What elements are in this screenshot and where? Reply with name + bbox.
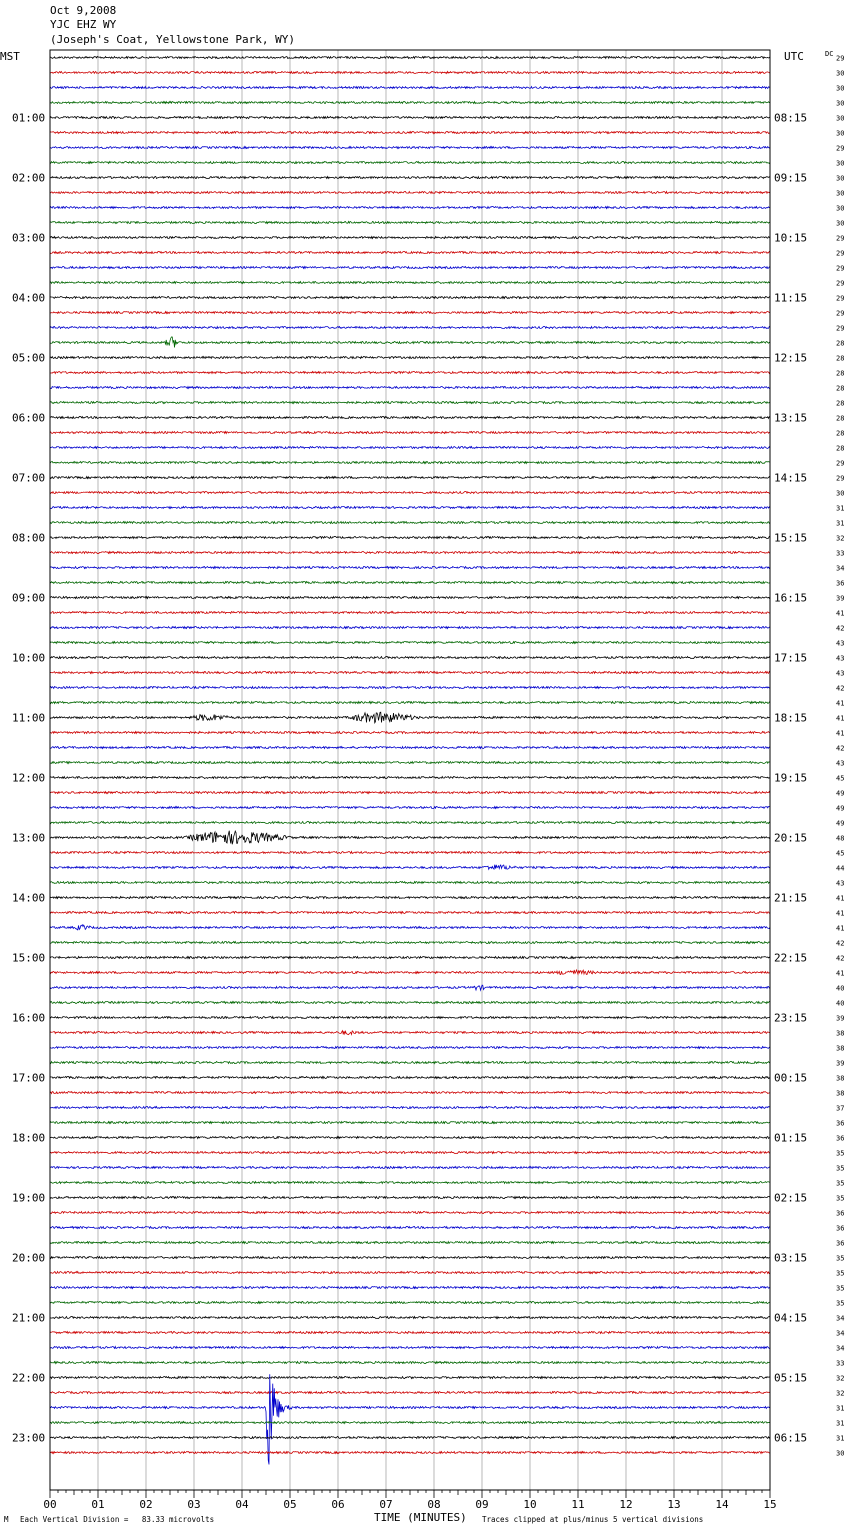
seismic-trace (50, 1377, 770, 1379)
hour-label-utc: 23:15 (774, 1011, 808, 1025)
dc-offset-label: 31 (836, 1419, 845, 1428)
seismic-trace (50, 507, 770, 509)
x-tick-label: 02 (139, 1498, 153, 1511)
grid-layer (98, 50, 722, 1490)
seismic-trace (50, 327, 770, 329)
left-axis-title: MST (0, 50, 20, 63)
hour-label-mst: 09:00 (12, 591, 46, 605)
dc-title: DC (825, 50, 834, 58)
dc-offset-label: 43 (836, 759, 845, 768)
dc-offset-label: 28 (836, 444, 845, 453)
dc-offset-label: 38 (836, 1044, 845, 1053)
seismic-trace (50, 1302, 770, 1304)
seismic-trace (50, 1392, 770, 1394)
hour-label-utc: 22:15 (774, 951, 808, 965)
dc-offset-label: 34 (836, 1344, 845, 1353)
seismic-trace (50, 657, 770, 659)
seismic-trace (50, 567, 770, 569)
hour-label-mst: 08:00 (12, 531, 46, 545)
seismic-trace (50, 387, 770, 389)
seismic-trace (50, 417, 770, 419)
dc-offset-label: 36 (836, 1119, 845, 1128)
dc-offset-label: 42 (836, 744, 845, 753)
dc-offset-label: 31 (836, 1404, 845, 1413)
header-location: (Joseph's Coat, Yellowstone Park, WY) (50, 33, 296, 46)
hour-label-utc: 03:15 (774, 1251, 808, 1265)
seismic-trace (50, 1047, 770, 1049)
dc-offset-label: 30 (836, 174, 845, 183)
hour-label-utc: 09:15 (774, 171, 808, 185)
dc-offset-label: 35 (836, 1299, 845, 1308)
seismic-trace (50, 522, 770, 524)
dc-offset-label: 44 (836, 864, 845, 873)
dc-offset-label: 35 (836, 1284, 845, 1293)
dc-offset-label: 28 (836, 384, 845, 393)
dc-offset-label: 36 (836, 1134, 845, 1143)
seismic-trace (50, 432, 770, 434)
seismic-trace (50, 672, 770, 674)
dc-offset-label: 28 (836, 399, 845, 408)
seismic-trace (50, 762, 770, 764)
seismic-trace (50, 702, 770, 704)
dc-offset-label: 32 (836, 534, 845, 543)
dc-offset-label: 42 (836, 954, 845, 963)
seismic-trace (50, 712, 770, 723)
hour-label-mst: 19:00 (12, 1191, 46, 1205)
dc-offset-label: 36 (836, 1209, 845, 1218)
dc-offset-label: 45 (836, 849, 845, 858)
hour-label-utc: 00:15 (774, 1071, 808, 1085)
seismic-trace (50, 925, 770, 930)
header-date: Oct 9,2008 (50, 4, 117, 17)
hour-label-utc: 12:15 (774, 351, 808, 365)
hour-label-mst: 05:00 (12, 351, 46, 365)
dc-offset-label: 35 (836, 1194, 845, 1203)
dc-offset-label: 29 (836, 474, 845, 483)
dc-offset-label: 30 (836, 489, 845, 498)
seismic-trace (50, 192, 770, 194)
dc-offset-label: 41 (836, 924, 845, 933)
seismic-trace (50, 447, 770, 449)
seismic-trace (50, 642, 770, 644)
x-tick-label: 14 (715, 1498, 729, 1511)
hour-label-mst: 12:00 (12, 771, 46, 785)
seismic-trace (50, 462, 770, 464)
x-tick-label: 15 (763, 1498, 777, 1511)
x-tick-label: 12 (619, 1498, 633, 1511)
seismic-trace (50, 1107, 770, 1109)
seismic-trace (50, 252, 770, 254)
dc-offset-label: 34 (836, 564, 845, 573)
dc-offset-label: 41 (836, 729, 845, 738)
dc-offset-label: 29 (836, 264, 845, 273)
seismic-trace (50, 87, 770, 89)
seismic-trace (50, 1017, 770, 1019)
seismic-trace (50, 865, 770, 870)
scale-note: Each Vertical Division = 83.33 microvolts (20, 1515, 215, 1524)
dc-offset-label: 41 (836, 909, 845, 918)
trace-layer (50, 57, 770, 1465)
seismic-trace (50, 237, 770, 239)
seismic-trace (50, 970, 770, 975)
dc-offset-label: 42 (836, 939, 845, 948)
dc-offset-label: 43 (836, 669, 845, 678)
dc-offset-label: 28 (836, 369, 845, 378)
dc-offset-label: 35 (836, 1254, 845, 1263)
hour-label-mst: 17:00 (12, 1071, 46, 1085)
hour-label-mst: 20:00 (12, 1251, 46, 1265)
seismic-trace (50, 852, 770, 854)
seismic-trace (50, 1374, 770, 1464)
dc-offset-label: 35 (836, 1269, 845, 1278)
dc-offset-label: 41 (836, 714, 845, 723)
label-layer (12, 55, 844, 1512)
dc-offset-label: 43 (836, 639, 845, 648)
seismic-trace (50, 597, 770, 599)
dc-offset-label: 41 (836, 609, 845, 618)
dc-offset-label: 36 (836, 1239, 845, 1248)
dc-offset-label: 29 (836, 309, 845, 318)
seismic-trace (50, 1242, 770, 1244)
seismic-trace (50, 1332, 770, 1334)
hour-label-utc: 08:15 (774, 111, 808, 125)
dc-offset-label: 30 (836, 99, 845, 108)
dc-offset-label: 31 (836, 519, 845, 528)
dc-offset-label: 29 (836, 54, 845, 63)
dc-offset-label: 28 (836, 339, 845, 348)
dc-offset-label: 33 (836, 549, 845, 558)
seismic-trace (50, 1347, 770, 1349)
seismic-trace (50, 732, 770, 734)
hour-label-utc: 18:15 (774, 711, 808, 725)
dc-offset-label: 42 (836, 684, 845, 693)
seismic-trace (50, 777, 770, 779)
seismic-trace (50, 372, 770, 374)
hour-label-mst: 23:00 (12, 1431, 46, 1445)
dc-offset-label: 29 (836, 249, 845, 258)
dc-offset-label: 29 (836, 294, 845, 303)
seismic-trace (50, 957, 770, 959)
hour-label-utc: 14:15 (774, 471, 808, 485)
dc-offset-label: 49 (836, 819, 845, 828)
dc-offset-label: 30 (836, 159, 845, 168)
seismic-trace (50, 612, 770, 614)
seismic-trace (50, 807, 770, 809)
seismic-trace (50, 1212, 770, 1214)
hour-label-utc: 11:15 (774, 291, 808, 305)
dc-offset-label: 34 (836, 1314, 845, 1323)
hour-label-mst: 07:00 (12, 471, 46, 485)
seismic-trace (50, 402, 770, 404)
seismic-trace (50, 267, 770, 269)
x-tick-label: 04 (235, 1498, 249, 1511)
hour-label-utc: 06:15 (774, 1431, 808, 1445)
plot-frame (50, 50, 770, 1490)
seismic-trace (50, 1002, 770, 1004)
dc-offset-label: 28 (836, 414, 845, 423)
hour-label-mst: 06:00 (12, 411, 46, 425)
dc-offset-label: 43 (836, 879, 845, 888)
hour-label-utc: 05:15 (774, 1371, 808, 1385)
dc-offset-label: 30 (836, 84, 845, 93)
seismic-trace (50, 297, 770, 299)
seismic-trace (50, 1062, 770, 1064)
dc-offset-label: 35 (836, 1164, 845, 1173)
dc-offset-label: 35 (836, 1149, 845, 1158)
seismic-trace (50, 117, 770, 119)
clip-note: Traces clipped at plus/minus 5 vertical divisions (482, 1515, 704, 1524)
seismic-trace (50, 1152, 770, 1154)
seismic-trace (50, 1227, 770, 1229)
seismic-trace (50, 147, 770, 149)
seismic-trace (50, 57, 770, 59)
dc-offset-label: 31 (836, 1434, 845, 1443)
dc-offset-label: 43 (836, 654, 845, 663)
seismic-trace (50, 552, 770, 554)
hour-label-utc: 10:15 (774, 231, 808, 245)
seismic-trace (50, 1362, 770, 1364)
dc-offset-label: 39 (836, 1014, 845, 1023)
seismic-trace (50, 985, 770, 990)
dc-offset-label: 48 (836, 834, 845, 843)
hour-label-mst: 16:00 (12, 1011, 46, 1025)
hour-label-utc: 21:15 (774, 891, 808, 905)
hour-label-mst: 18:00 (12, 1131, 46, 1145)
seismic-trace (50, 1077, 770, 1079)
dc-offset-label: 49 (836, 789, 845, 798)
dc-offset-label: 35 (836, 1179, 845, 1188)
dc-offset-label: 38 (836, 1029, 845, 1038)
dc-offset-label: 39 (836, 594, 845, 603)
seismic-trace (50, 102, 770, 104)
seismic-trace (50, 72, 770, 74)
seismic-trace (50, 207, 770, 209)
seismic-trace (50, 747, 770, 749)
seismic-trace (50, 1422, 770, 1424)
hour-label-mst: 22:00 (12, 1371, 46, 1385)
x-tick-label: 07 (379, 1498, 393, 1511)
seismic-trace (50, 1092, 770, 1094)
seismic-trace (50, 492, 770, 494)
seismic-trace (50, 1287, 770, 1289)
seismic-trace (50, 282, 770, 284)
x-tick-label: 03 (187, 1498, 201, 1511)
seismic-trace (50, 1167, 770, 1169)
seismic-trace (50, 1197, 770, 1199)
hour-label-utc: 15:15 (774, 531, 808, 545)
dc-offset-label: 29 (836, 459, 845, 468)
x-tick-label: 05 (283, 1498, 297, 1511)
dc-offset-label: 41 (836, 969, 845, 978)
hour-label-mst: 11:00 (12, 711, 46, 725)
seismic-trace (50, 897, 770, 899)
hour-label-mst: 03:00 (12, 231, 46, 245)
dc-offset-label: 40 (836, 984, 845, 993)
seismic-trace (50, 1257, 770, 1259)
seismic-trace (50, 882, 770, 884)
dc-offset-label: 32 (836, 1374, 845, 1383)
hour-label-utc: 04:15 (774, 1311, 808, 1325)
dc-offset-label: 36 (836, 1224, 845, 1233)
dc-offset-label: 38 (836, 1074, 845, 1083)
seismic-trace (50, 912, 770, 914)
hour-label-mst: 21:00 (12, 1311, 46, 1325)
x-tick-label: 06 (331, 1498, 345, 1511)
seismic-trace (50, 792, 770, 794)
seismic-trace (50, 582, 770, 584)
seismic-trace (50, 1317, 770, 1319)
seismic-trace (50, 1452, 770, 1454)
hour-label-mst: 10:00 (12, 651, 46, 665)
seismic-trace (50, 162, 770, 164)
corner-mark: M (4, 1515, 9, 1524)
dc-offset-label: 30 (836, 114, 845, 123)
x-tick-label: 01 (91, 1498, 105, 1511)
dc-offset-label: 29 (836, 279, 845, 288)
seismic-trace (50, 1122, 770, 1124)
seismic-trace (50, 1031, 770, 1035)
dc-offset-label: 33 (836, 1359, 845, 1368)
dc-offset-label: 29 (836, 234, 845, 243)
dc-offset-label: 29 (836, 144, 845, 153)
dc-offset-label: 30 (836, 219, 845, 228)
hour-label-utc: 20:15 (774, 831, 808, 845)
seismic-trace (50, 627, 770, 629)
dc-offset-label: 30 (836, 189, 845, 198)
x-tick-label: 13 (667, 1498, 681, 1511)
seismic-trace (50, 1272, 770, 1274)
hour-label-mst: 14:00 (12, 891, 46, 905)
x-axis-label: TIME (MINUTES) (374, 1511, 467, 1524)
seismic-trace (50, 831, 770, 845)
dc-offset-label: 28 (836, 354, 845, 363)
seismic-trace (50, 942, 770, 944)
dc-offset-label: 32 (836, 1389, 845, 1398)
dc-offset-label: 41 (836, 894, 845, 903)
hour-label-mst: 04:00 (12, 291, 46, 305)
x-tick-label: 10 (523, 1498, 537, 1511)
dc-offset-label: 29 (836, 324, 845, 333)
header-station: YJC EHZ WY (50, 18, 117, 31)
x-tick-label: 08 (427, 1498, 441, 1511)
seismic-trace (50, 1437, 770, 1439)
hour-label-utc: 17:15 (774, 651, 808, 665)
seismic-trace (50, 1137, 770, 1139)
hour-label-utc: 16:15 (774, 591, 808, 605)
dc-offset-label: 37 (836, 1104, 845, 1113)
seismic-trace (50, 312, 770, 314)
x-tick-label: 09 (475, 1498, 489, 1511)
hour-label-utc: 02:15 (774, 1191, 808, 1205)
dc-offset-label: 49 (836, 804, 845, 813)
dc-offset-label: 34 (836, 1329, 845, 1338)
dc-offset-label: 31 (836, 504, 845, 513)
hour-label-mst: 01:00 (12, 111, 46, 125)
dc-offset-label: 42 (836, 624, 845, 633)
seismic-trace (50, 177, 770, 179)
seismic-trace (50, 1182, 770, 1184)
dc-offset-label: 30 (836, 69, 845, 78)
dc-offset-label: 39 (836, 1059, 845, 1068)
dc-offset-label: 41 (836, 699, 845, 708)
seismic-trace (50, 132, 770, 134)
hour-label-utc: 13:15 (774, 411, 808, 425)
right-axis-title: UTC (784, 50, 804, 63)
x-tick-label: 00 (43, 1498, 57, 1511)
hour-label-mst: 02:00 (12, 171, 46, 185)
hour-label-mst: 15:00 (12, 951, 46, 965)
x-tick-layer (50, 1490, 770, 1498)
x-tick-label: 11 (571, 1498, 585, 1511)
seismic-trace (50, 477, 770, 479)
seismic-trace (50, 822, 770, 824)
dc-offset-label: 40 (836, 999, 845, 1008)
dc-offset-label: 38 (836, 1089, 845, 1098)
hour-label-mst: 13:00 (12, 831, 46, 845)
dc-offset-label: 28 (836, 429, 845, 438)
seismic-trace (50, 337, 770, 348)
dc-offset-label: 45 (836, 774, 845, 783)
dc-offset-label: 30 (836, 204, 845, 213)
dc-offset-label: 36 (836, 579, 845, 588)
dc-offset-label: 30 (836, 129, 845, 138)
hour-label-utc: 01:15 (774, 1131, 808, 1145)
seismic-trace (50, 222, 770, 224)
seismic-trace (50, 687, 770, 689)
seismic-trace (50, 537, 770, 539)
seismic-trace (50, 357, 770, 359)
hour-label-utc: 19:15 (774, 771, 808, 785)
dc-offset-label: 30 (836, 1449, 845, 1458)
